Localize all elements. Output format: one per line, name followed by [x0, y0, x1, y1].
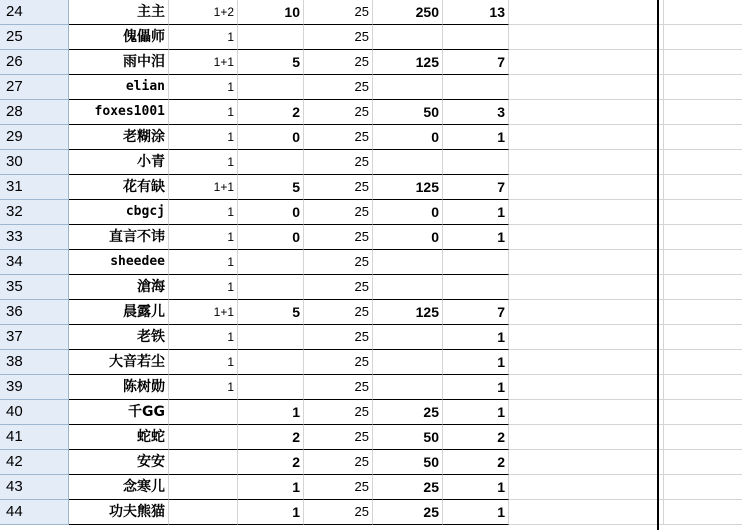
cell-col-2[interactable] [238, 25, 304, 50]
cell-col-4[interactable]: 25 [373, 475, 443, 500]
name-cell[interactable]: 念寒儿 [69, 475, 169, 500]
name-cell[interactable]: 千GG [69, 400, 169, 425]
empty-cell[interactable] [664, 150, 742, 175]
row-header[interactable]: 31 [0, 175, 69, 200]
row-header[interactable]: 44 [0, 500, 69, 525]
empty-cell[interactable] [509, 125, 664, 150]
cell-col-1[interactable]: 1 [169, 275, 238, 300]
cell-col-1[interactable]: 1 [169, 200, 238, 225]
cell-col-4[interactable]: 250 [373, 0, 443, 25]
cell-col-4[interactable]: 0 [373, 225, 443, 250]
row-header[interactable]: 41 [0, 425, 69, 450]
cell-col-2[interactable] [238, 350, 304, 375]
table-row [0, 500, 742, 525]
cell-col-3[interactable]: 25 [304, 125, 373, 150]
name-cell[interactable]: 功夫熊猫 [69, 500, 169, 525]
empty-cell[interactable] [509, 275, 664, 300]
empty-cell[interactable] [509, 400, 664, 425]
name-cell[interactable]: 雨中泪 [69, 50, 169, 75]
cell-col-4[interactable]: 125 [373, 50, 443, 75]
table-row [0, 225, 742, 250]
table-row [0, 50, 742, 75]
cell-col-4[interactable]: 125 [373, 175, 443, 200]
cell-col-2[interactable]: 1 [238, 400, 304, 425]
row-header[interactable]: 37 [0, 325, 69, 350]
cell-col-4[interactable]: 25 [373, 500, 443, 525]
cell-col-1[interactable]: 1 [169, 375, 238, 400]
cell-col-4[interactable] [373, 75, 443, 100]
cell-col-4[interactable] [373, 275, 443, 300]
cell-col-1[interactable]: 1+1 [169, 50, 238, 75]
table-row [0, 350, 742, 375]
cell-col-5[interactable]: 7 [443, 175, 509, 200]
table-row [0, 325, 742, 350]
column-border-line [657, 0, 659, 530]
name-cell[interactable]: 陈树勋 [69, 375, 169, 400]
table-row [0, 475, 742, 500]
name-cell[interactable]: 蛇蛇 [69, 425, 169, 450]
name-cell[interactable]: sheedee [69, 250, 169, 275]
cell-col-4[interactable] [373, 350, 443, 375]
cell-col-5[interactable]: 1 [443, 475, 509, 500]
cell-col-1[interactable] [169, 450, 238, 475]
empty-cell[interactable] [664, 225, 742, 250]
name-cell[interactable]: 小青 [69, 150, 169, 175]
cell-col-3[interactable]: 25 [304, 425, 373, 450]
table-row [0, 375, 742, 400]
empty-cell[interactable] [509, 50, 664, 75]
cell-col-3[interactable]: 25 [304, 0, 373, 25]
cell-col-1[interactable]: 1 [169, 325, 238, 350]
cell-col-4[interactable]: 50 [373, 425, 443, 450]
table-row [0, 125, 742, 150]
cell-col-2[interactable]: 2 [238, 450, 304, 475]
cell-col-5[interactable]: 1 [443, 125, 509, 150]
row-header[interactable]: 38 [0, 350, 69, 375]
table-row [0, 200, 742, 225]
empty-cell[interactable] [509, 75, 664, 100]
empty-cell[interactable] [664, 50, 742, 75]
cell-col-2[interactable]: 5 [238, 300, 304, 325]
empty-cell[interactable] [664, 75, 742, 100]
row-header[interactable]: 24 [0, 0, 69, 25]
cell-col-1[interactable]: 1+1 [169, 300, 238, 325]
name-cell[interactable]: 花有缺 [69, 175, 169, 200]
cell-col-4[interactable] [373, 375, 443, 400]
cell-col-3[interactable]: 25 [304, 150, 373, 175]
table-row [0, 400, 742, 425]
cell-col-2[interactable]: 1 [238, 475, 304, 500]
name-cell[interactable]: elian [69, 75, 169, 100]
row-header[interactable]: 25 [0, 25, 69, 50]
empty-cell[interactable] [509, 475, 664, 500]
empty-cell[interactable] [509, 200, 664, 225]
cell-col-2[interactable] [238, 150, 304, 175]
row-header[interactable]: 35 [0, 275, 69, 300]
name-cell[interactable]: foxes1001 [69, 100, 169, 125]
empty-cell[interactable] [664, 400, 742, 425]
cell-col-5[interactable]: 13 [443, 0, 509, 25]
cell-col-5[interactable]: 1 [443, 375, 509, 400]
empty-cell[interactable] [664, 475, 742, 500]
cell-col-2[interactable]: 10 [238, 0, 304, 25]
cell-col-3[interactable]: 25 [304, 75, 373, 100]
cell-col-5[interactable] [443, 75, 509, 100]
empty-cell[interactable] [509, 0, 664, 25]
cell-col-2[interactable] [238, 325, 304, 350]
empty-cell[interactable] [664, 100, 742, 125]
empty-cell[interactable] [664, 300, 742, 325]
cell-col-5[interactable]: 1 [443, 325, 509, 350]
cell-col-5[interactable]: 7 [443, 300, 509, 325]
cell-col-2[interactable] [238, 75, 304, 100]
empty-cell[interactable] [509, 325, 664, 350]
cell-col-3[interactable]: 25 [304, 275, 373, 300]
cell-col-5[interactable]: 2 [443, 425, 509, 450]
row-header[interactable]: 36 [0, 300, 69, 325]
cell-col-1[interactable]: 1 [169, 25, 238, 50]
name-cell[interactable]: 滄海 [69, 275, 169, 300]
cell-col-5[interactable]: 3 [443, 100, 509, 125]
name-cell[interactable]: 老铁 [69, 325, 169, 350]
cell-col-3[interactable]: 25 [304, 250, 373, 275]
cell-col-1[interactable] [169, 400, 238, 425]
table-row [0, 100, 742, 125]
empty-cell[interactable] [509, 350, 664, 375]
empty-cell[interactable] [509, 450, 664, 475]
cell-col-5[interactable] [443, 250, 509, 275]
cell-col-2[interactable]: 5 [238, 50, 304, 75]
table-row [0, 250, 742, 275]
empty-cell[interactable] [509, 375, 664, 400]
cell-col-4[interactable]: 125 [373, 300, 443, 325]
cell-col-3[interactable]: 25 [304, 375, 373, 400]
cell-col-5[interactable]: 2 [443, 450, 509, 475]
empty-cell[interactable] [664, 500, 742, 525]
cell-col-4[interactable]: 0 [373, 125, 443, 150]
cell-col-5[interactable]: 7 [443, 50, 509, 75]
cell-col-5[interactable] [443, 150, 509, 175]
empty-cell[interactable] [664, 375, 742, 400]
empty-cell[interactable] [664, 250, 742, 275]
cell-col-3[interactable]: 25 [304, 500, 373, 525]
table-row [0, 25, 742, 50]
cell-col-3[interactable]: 25 [304, 25, 373, 50]
cell-col-2[interactable]: 2 [238, 100, 304, 125]
cell-col-1[interactable] [169, 425, 238, 450]
cell-col-2[interactable]: 0 [238, 225, 304, 250]
cell-col-1[interactable]: 1+2 [169, 0, 238, 25]
cell-col-1[interactable]: 1 [169, 100, 238, 125]
empty-cell[interactable] [509, 500, 664, 525]
cell-col-4[interactable]: 25 [373, 400, 443, 425]
table-row [0, 275, 742, 300]
row-header[interactable]: 39 [0, 375, 69, 400]
name-cell[interactable]: 晨露儿 [69, 300, 169, 325]
name-cell[interactable]: 老糊涂 [69, 125, 169, 150]
row-header[interactable]: 26 [0, 50, 69, 75]
row-header[interactable]: 30 [0, 150, 69, 175]
cell-col-2[interactable]: 0 [238, 125, 304, 150]
table-row [0, 175, 742, 200]
cell-col-1[interactable]: 1 [169, 225, 238, 250]
cell-col-3[interactable]: 25 [304, 225, 373, 250]
cell-col-3[interactable]: 25 [304, 50, 373, 75]
cell-col-1[interactable]: 1 [169, 125, 238, 150]
cell-col-3[interactable]: 25 [304, 400, 373, 425]
cell-col-2[interactable] [238, 375, 304, 400]
table-row [0, 425, 742, 450]
cell-col-3[interactable]: 25 [304, 350, 373, 375]
row-header[interactable]: 40 [0, 400, 69, 425]
cell-col-3[interactable]: 25 [304, 100, 373, 125]
cell-col-4[interactable] [373, 150, 443, 175]
empty-cell[interactable] [664, 350, 742, 375]
cell-col-5[interactable]: 1 [443, 225, 509, 250]
cell-col-3[interactable]: 25 [304, 475, 373, 500]
empty-cell[interactable] [509, 25, 664, 50]
row-header[interactable]: 27 [0, 75, 69, 100]
cell-col-2[interactable]: 0 [238, 200, 304, 225]
cell-col-2[interactable]: 1 [238, 500, 304, 525]
cell-col-1[interactable]: 1 [169, 350, 238, 375]
empty-cell[interactable] [509, 225, 664, 250]
empty-cell[interactable] [664, 200, 742, 225]
empty-cell[interactable] [509, 150, 664, 175]
cell-col-2[interactable] [238, 250, 304, 275]
table-row [0, 300, 742, 325]
empty-cell[interactable] [509, 425, 664, 450]
row-header[interactable]: 33 [0, 225, 69, 250]
cell-col-2[interactable] [238, 275, 304, 300]
cell-col-3[interactable]: 25 [304, 450, 373, 475]
cell-col-1[interactable] [169, 500, 238, 525]
empty-cell[interactable] [664, 275, 742, 300]
cell-col-4[interactable]: 0 [373, 200, 443, 225]
cell-col-5[interactable]: 1 [443, 200, 509, 225]
name-cell[interactable]: 大音若尘 [69, 350, 169, 375]
cell-col-4[interactable] [373, 25, 443, 50]
empty-cell[interactable] [664, 125, 742, 150]
cell-col-1[interactable] [169, 475, 238, 500]
cell-col-3[interactable]: 25 [304, 300, 373, 325]
cell-col-5[interactable]: 1 [443, 500, 509, 525]
row-header[interactable]: 34 [0, 250, 69, 275]
empty-cell[interactable] [664, 25, 742, 50]
cell-col-1[interactable]: 1 [169, 150, 238, 175]
empty-cell[interactable] [509, 250, 664, 275]
empty-cell[interactable] [664, 0, 742, 25]
cell-col-3[interactable]: 25 [304, 175, 373, 200]
row-header[interactable]: 43 [0, 475, 69, 500]
cell-col-1[interactable]: 1+1 [169, 175, 238, 200]
table-row [0, 75, 742, 100]
cell-col-3[interactable]: 25 [304, 325, 373, 350]
cell-col-4[interactable]: 50 [373, 100, 443, 125]
table-row [0, 0, 742, 25]
cell-col-4[interactable] [373, 250, 443, 275]
table-row [0, 150, 742, 175]
cell-col-5[interactable] [443, 275, 509, 300]
empty-cell[interactable] [664, 450, 742, 475]
name-cell[interactable]: 安安 [69, 450, 169, 475]
cell-col-4[interactable] [373, 325, 443, 350]
row-header[interactable]: 32 [0, 200, 69, 225]
empty-cell[interactable] [664, 325, 742, 350]
table-row [0, 450, 742, 475]
cell-col-4[interactable]: 50 [373, 450, 443, 475]
name-cell[interactable]: 傀儡师 [69, 25, 169, 50]
cell-col-3[interactable]: 25 [304, 200, 373, 225]
empty-cell[interactable] [509, 100, 664, 125]
name-cell[interactable]: 直言不讳 [69, 225, 169, 250]
cell-col-2[interactable]: 5 [238, 175, 304, 200]
row-header[interactable]: 29 [0, 125, 69, 150]
empty-cell[interactable] [509, 175, 664, 200]
cell-col-1[interactable]: 1 [169, 250, 238, 275]
name-cell[interactable]: cbgcj [69, 200, 169, 225]
cell-col-5[interactable]: 1 [443, 400, 509, 425]
empty-cell[interactable] [664, 175, 742, 200]
cell-col-5[interactable] [443, 25, 509, 50]
cell-col-1[interactable]: 1 [169, 75, 238, 100]
name-cell[interactable]: 主主 [69, 0, 169, 25]
row-header[interactable]: 42 [0, 450, 69, 475]
row-header[interactable]: 28 [0, 100, 69, 125]
cell-col-2[interactable]: 2 [238, 425, 304, 450]
empty-cell[interactable] [509, 300, 664, 325]
cell-col-5[interactable]: 1 [443, 350, 509, 375]
empty-cell[interactable] [664, 425, 742, 450]
